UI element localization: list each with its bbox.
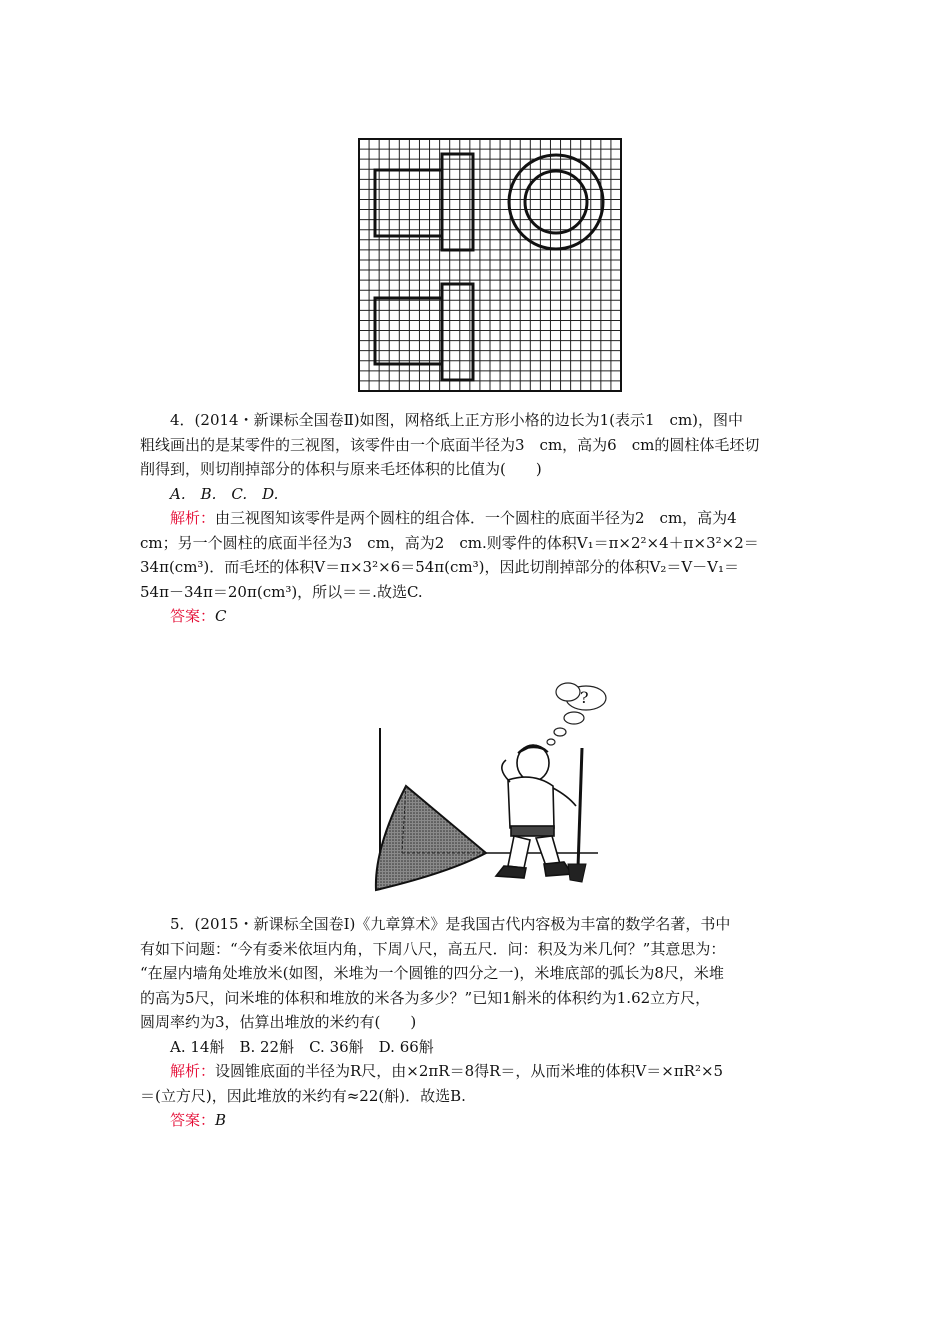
- rice-pile-cone: [376, 786, 486, 890]
- q5-line-4: 的高为5尺，问米堆的体积和堆放的米各为多少？”已知1斛米的体积约为1.62立方尺，: [140, 988, 711, 1007]
- front-view-right-rect: [442, 154, 473, 250]
- side-view-inner-circle: [525, 171, 587, 233]
- q4-options: A. B. C. D.: [170, 484, 279, 503]
- man-figure: [496, 745, 576, 878]
- top-view-right-rect: [442, 284, 473, 380]
- question-4: [140, 408, 810, 629]
- question-5: [140, 912, 810, 1133]
- q4-analysis-line-1: 由三视图知该零件是两个圆柱的组合体．一个圆柱的底面半径为2 cm，高为4: [215, 509, 737, 527]
- q4-line-2: 粗线画出的是某零件的三视图，该零件由一个底面半径为3 cm，高为6 cm的圆柱体毛坯切: [140, 435, 760, 454]
- shovel-handle: [578, 748, 582, 868]
- q5-answer: B: [215, 1111, 227, 1129]
- svg-text:?: ?: [580, 688, 589, 707]
- q5-analysis-line-2: ＝(立方尺)，因此堆放的米约有≈22(斛)．故选B.: [140, 1086, 466, 1105]
- q5-answer-label: 答案：: [170, 1111, 216, 1129]
- q5-line-5: 圆周率约为3，估算出堆放的米约有( ): [140, 1013, 417, 1031]
- q4-analysis-line-4: 54π－34π＝20π(cm³)，所以＝＝.故选C.: [140, 582, 423, 601]
- front-view-left-rect: [375, 170, 442, 236]
- q5-line-1: 5．(2015・新课标全国卷Ⅰ)《九章算术》是我国古代内容极为丰富的数学名著，书中: [170, 915, 731, 933]
- q5-analysis-label: 解析：: [170, 1062, 216, 1080]
- q5-line-2: 有如下问题：“今有委米依垣内角，下周八尺，高五尺．问：积及为米几何？”其意思为：: [140, 939, 726, 958]
- q4-line-1: 4．(2014・新课标全国卷Ⅱ)如图，网格纸上正方形小格的边长为1(表示1 cm)，图中: [170, 411, 744, 429]
- q4-analysis-line-3: 34π(cm³)．而毛坯的体积V＝π×3²×6＝54π(cm³)，因此切削掉部分的体积V₂＝V－V₁＝: [140, 558, 740, 576]
- q4-line-3: 削得到，则切削掉部分的体积与原来毛坯体积的比值为( ): [140, 460, 542, 478]
- q5-analysis-line-1: 设圆锥底面的半径为R尺，由×2πR＝8得R＝，从而米堆的体积V＝×πR²×5: [215, 1062, 724, 1080]
- thought-cloud: [547, 683, 606, 745]
- q4-analysis-label: 解析：: [170, 509, 216, 527]
- rice-pile-illustration: [368, 668, 608, 898]
- q5-options: A. 14斛 B. 22斛 C. 36斛 D. 66斛: [170, 1037, 434, 1056]
- q4-answer: C: [215, 607, 227, 625]
- q4-answer-label: 答案：: [170, 607, 216, 625]
- q5-line-3: “在屋内墙角处堆放米(如图，米堆为一个圆锥的四分之一)，米堆底部的弧长为8尺，米堆: [140, 964, 724, 982]
- q4-analysis-line-2: cm；另一个圆柱的底面半径为3 cm，高为2 cm.则零件的体积V₁＝π×2²×4＋π×3²×2＝: [140, 533, 759, 552]
- three-view-grid-figure: [358, 138, 622, 392]
